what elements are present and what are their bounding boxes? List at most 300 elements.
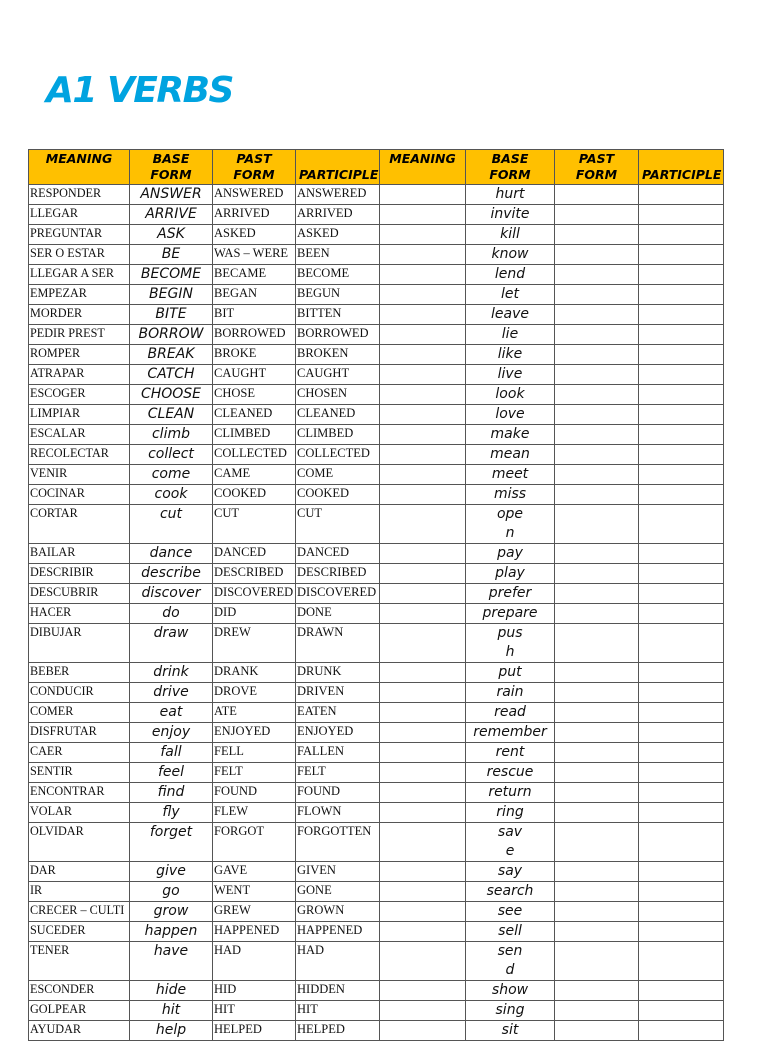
meaning-cell-right bbox=[380, 265, 466, 285]
participle-cell-right bbox=[639, 265, 724, 285]
base-form-text: kill bbox=[500, 226, 520, 242]
table-row bbox=[29, 544, 724, 564]
past-form-cell: ARRIVED bbox=[213, 205, 296, 225]
base-form-cell: hit bbox=[130, 1001, 213, 1021]
meaning-cell-right bbox=[380, 862, 466, 882]
base-form-text: let bbox=[501, 286, 519, 302]
participle-cell-right bbox=[639, 882, 724, 902]
participle-cell: DANCED bbox=[296, 544, 380, 564]
base-form-text: ope bbox=[496, 506, 524, 522]
participle-cell: CUT bbox=[296, 505, 380, 544]
meaning-cell-right bbox=[380, 604, 466, 624]
base-form-cell-right bbox=[466, 862, 555, 882]
base-form-text: sav bbox=[497, 824, 523, 840]
past-form-cell: CLIMBED bbox=[213, 425, 296, 445]
spanish-meaning-cell: VENIR bbox=[29, 465, 130, 485]
spanish-meaning-cell: LIMPIAR bbox=[29, 405, 130, 425]
participle-cell: ASKED bbox=[296, 225, 380, 245]
table-row bbox=[29, 245, 724, 265]
base-form-cell: cook bbox=[130, 485, 213, 505]
participle-cell: FLOWN bbox=[296, 803, 380, 823]
meaning-cell-right bbox=[380, 1001, 466, 1021]
past-form-cell-right bbox=[555, 743, 639, 763]
base-form-text: lie bbox=[501, 326, 519, 342]
base-form-text: love bbox=[495, 406, 525, 422]
base-form-text: put bbox=[498, 664, 522, 680]
base-form-text: make bbox=[490, 426, 530, 442]
participle-cell-right bbox=[639, 584, 724, 604]
spanish-meaning-cell: CORTAR bbox=[29, 505, 130, 544]
base-form-text: sell bbox=[498, 923, 522, 939]
past-form-cell: COLLECTED bbox=[213, 445, 296, 465]
past-form-cell-right bbox=[555, 564, 639, 584]
spanish-meaning-cell: MORDER bbox=[29, 305, 130, 325]
meaning-cell-right bbox=[380, 942, 466, 981]
spanish-meaning-cell: DESCRIBIR bbox=[29, 564, 130, 584]
participle-cell-right bbox=[639, 285, 724, 305]
base-form-cell: do bbox=[130, 604, 213, 624]
participle-cell-right bbox=[639, 225, 724, 245]
table-row bbox=[29, 922, 724, 942]
spanish-meaning-cell: SENTIR bbox=[29, 763, 130, 783]
participle-cell: FALLEN bbox=[296, 743, 380, 763]
base-form-cell: ARRIVE bbox=[130, 205, 213, 225]
table-row bbox=[29, 385, 724, 405]
participle-cell-right bbox=[639, 564, 724, 584]
participle-cell-right bbox=[639, 345, 724, 365]
participle-cell-right bbox=[639, 505, 724, 544]
participle-cell-right bbox=[639, 445, 724, 465]
past-form-cell: ASKED bbox=[213, 225, 296, 245]
base-form-cell-right bbox=[466, 205, 555, 225]
base-form-cell: forget bbox=[130, 823, 213, 862]
spanish-meaning-cell: GOLPEAR bbox=[29, 1001, 130, 1021]
base-form-cell: help bbox=[130, 1021, 213, 1041]
base-form-text: lend bbox=[494, 266, 526, 282]
base-form-text: pus bbox=[497, 625, 523, 641]
base-form-cell: ASK bbox=[130, 225, 213, 245]
base-form-cell-right bbox=[466, 345, 555, 365]
base-form-text: live bbox=[497, 366, 523, 382]
past-form-cell: BIT bbox=[213, 305, 296, 325]
participle-cell: GROWN bbox=[296, 902, 380, 922]
past-form-cell: BORROWED bbox=[213, 325, 296, 345]
table-row bbox=[29, 205, 724, 225]
meaning-cell-right bbox=[380, 205, 466, 225]
base-form-cell-right bbox=[466, 922, 555, 942]
meaning-cell-right bbox=[380, 325, 466, 345]
meaning-cell-right bbox=[380, 485, 466, 505]
base-form-text: play bbox=[495, 565, 525, 581]
base-form-cell-right bbox=[466, 882, 555, 902]
past-form-cell: DROVE bbox=[213, 683, 296, 703]
base-form-cell-right bbox=[466, 405, 555, 425]
base-form-cell: enjoy bbox=[130, 723, 213, 743]
participle-cell: EATEN bbox=[296, 703, 380, 723]
table-row bbox=[29, 405, 724, 425]
participle-cell: COLLECTED bbox=[296, 445, 380, 465]
spanish-meaning-cell: DISFRUTAR bbox=[29, 723, 130, 743]
base-form-cell: drive bbox=[130, 683, 213, 703]
base-form-cell-right bbox=[466, 285, 555, 305]
page-title: A1 VERBS bbox=[46, 70, 233, 111]
base-form-cell-right bbox=[466, 783, 555, 803]
past-form-cell: WAS – WERE bbox=[213, 245, 296, 265]
past-form-cell-right bbox=[555, 922, 639, 942]
base-form-text: sing bbox=[495, 1002, 525, 1018]
participle-cell-right bbox=[639, 1001, 724, 1021]
spanish-meaning-cell: CAER bbox=[29, 743, 130, 763]
participle-cell: GIVEN bbox=[296, 862, 380, 882]
meaning-cell-right bbox=[380, 465, 466, 485]
past-form-cell-right bbox=[555, 703, 639, 723]
participle-cell: BORROWED bbox=[296, 325, 380, 345]
past-form-cell-right bbox=[555, 683, 639, 703]
past-form-cell-right bbox=[555, 981, 639, 1001]
meaning-cell-right bbox=[380, 405, 466, 425]
meaning-cell-right bbox=[380, 703, 466, 723]
base-form-text: n bbox=[505, 525, 515, 541]
past-form-cell: HID bbox=[213, 981, 296, 1001]
past-form-cell-right bbox=[555, 803, 639, 823]
header-participle-right: PARTICIPLE bbox=[639, 150, 724, 185]
past-form-cell: DISCOVERED bbox=[213, 584, 296, 604]
participle-cell-right bbox=[639, 405, 724, 425]
participle-cell: COME bbox=[296, 465, 380, 485]
participle-cell-right bbox=[639, 604, 724, 624]
base-form-text: read bbox=[494, 704, 526, 720]
participle-cell-right bbox=[639, 365, 724, 385]
past-form-cell: BROKE bbox=[213, 345, 296, 365]
table-row bbox=[29, 505, 724, 544]
spanish-meaning-cell: EMPEZAR bbox=[29, 285, 130, 305]
base-form-cell-right bbox=[466, 305, 555, 325]
base-form-cell-right bbox=[466, 663, 555, 683]
spanish-meaning-cell: ENCONTRAR bbox=[29, 783, 130, 803]
participle-cell: CLEANED bbox=[296, 405, 380, 425]
past-form-cell-right bbox=[555, 345, 639, 365]
base-form-cell-right bbox=[466, 425, 555, 445]
base-form-cell-right bbox=[466, 981, 555, 1001]
past-form-cell-right bbox=[555, 544, 639, 564]
past-form-cell-right bbox=[555, 385, 639, 405]
spanish-meaning-cell: ESCOGER bbox=[29, 385, 130, 405]
base-form-text: like bbox=[497, 346, 523, 362]
base-form-cell-right bbox=[466, 544, 555, 564]
table-row bbox=[29, 663, 724, 683]
base-form-text: search bbox=[486, 883, 534, 899]
past-form-cell: FOUND bbox=[213, 783, 296, 803]
past-form-cell-right bbox=[555, 185, 639, 205]
participle-cell: BECOME bbox=[296, 265, 380, 285]
spanish-meaning-cell: DESCUBRIR bbox=[29, 584, 130, 604]
base-form-cell-right bbox=[466, 703, 555, 723]
table-row bbox=[29, 624, 724, 663]
meaning-cell-right bbox=[380, 445, 466, 465]
spanish-meaning-cell: VOLAR bbox=[29, 803, 130, 823]
past-form-cell: DREW bbox=[213, 624, 296, 663]
past-form-cell: CHOSE bbox=[213, 385, 296, 405]
participle-cell: FOUND bbox=[296, 783, 380, 803]
past-form-cell-right bbox=[555, 624, 639, 663]
participle-cell-right bbox=[639, 624, 724, 663]
table-row bbox=[29, 862, 724, 882]
past-form-cell-right bbox=[555, 265, 639, 285]
table-header-row bbox=[29, 150, 724, 185]
base-form-text: invite bbox=[490, 206, 530, 222]
participle-cell: DONE bbox=[296, 604, 380, 624]
verbs-table bbox=[28, 149, 724, 1041]
table-row bbox=[29, 365, 724, 385]
meaning-cell-right bbox=[380, 564, 466, 584]
base-form-cell: drink bbox=[130, 663, 213, 683]
past-form-cell-right bbox=[555, 425, 639, 445]
participle-cell: BEGUN bbox=[296, 285, 380, 305]
participle-cell-right bbox=[639, 942, 724, 981]
participle-cell-right bbox=[639, 325, 724, 345]
meaning-cell-right bbox=[380, 922, 466, 942]
past-form-cell-right bbox=[555, 942, 639, 981]
participle-cell: ARRIVED bbox=[296, 205, 380, 225]
base-form-cell-right bbox=[466, 485, 555, 505]
spanish-meaning-cell: ESCONDER bbox=[29, 981, 130, 1001]
base-form-cell: climb bbox=[130, 425, 213, 445]
table-row bbox=[29, 604, 724, 624]
meaning-cell-right bbox=[380, 245, 466, 265]
meaning-cell-right bbox=[380, 902, 466, 922]
participle-cell: DRAWN bbox=[296, 624, 380, 663]
past-form-cell: GREW bbox=[213, 902, 296, 922]
participle-cell-right bbox=[639, 185, 724, 205]
spanish-meaning-cell: LLEGAR bbox=[29, 205, 130, 225]
participle-cell-right bbox=[639, 425, 724, 445]
meaning-cell-right bbox=[380, 544, 466, 564]
base-form-cell-right bbox=[466, 325, 555, 345]
base-form-cell: BE bbox=[130, 245, 213, 265]
base-form-cell-right bbox=[466, 185, 555, 205]
participle-cell: COOKED bbox=[296, 485, 380, 505]
base-form-cell-right bbox=[466, 505, 555, 544]
past-form-cell: HAD bbox=[213, 942, 296, 981]
meaning-cell-right bbox=[380, 185, 466, 205]
table-row bbox=[29, 305, 724, 325]
base-form-cell: fall bbox=[130, 743, 213, 763]
base-form-cell: fly bbox=[130, 803, 213, 823]
participle-cell-right bbox=[639, 763, 724, 783]
base-form-cell: BITE bbox=[130, 305, 213, 325]
base-form-text: mean bbox=[490, 446, 530, 462]
meaning-cell-right bbox=[380, 345, 466, 365]
base-form-cell-right bbox=[466, 803, 555, 823]
spanish-meaning-cell: AYUDAR bbox=[29, 1021, 130, 1041]
participle-cell: HAD bbox=[296, 942, 380, 981]
spanish-meaning-cell: COMER bbox=[29, 703, 130, 723]
base-form-cell-right bbox=[466, 743, 555, 763]
past-form-cell: CAME bbox=[213, 465, 296, 485]
participle-cell: DRUNK bbox=[296, 663, 380, 683]
base-form-cell-right bbox=[466, 723, 555, 743]
base-form-cell-right bbox=[466, 902, 555, 922]
base-form-text: remember bbox=[473, 724, 547, 740]
meaning-cell-right bbox=[380, 365, 466, 385]
past-form-cell: CLEANED bbox=[213, 405, 296, 425]
participle-cell: HIDDEN bbox=[296, 981, 380, 1001]
participle-cell-right bbox=[639, 803, 724, 823]
past-form-cell-right bbox=[555, 445, 639, 465]
meaning-cell-right bbox=[380, 683, 466, 703]
base-form-cell: feel bbox=[130, 763, 213, 783]
participle-cell: CHOSEN bbox=[296, 385, 380, 405]
table-row bbox=[29, 803, 724, 823]
participle-cell-right bbox=[639, 981, 724, 1001]
header-past-form: PAST FORM bbox=[213, 150, 296, 185]
participle-cell: BITTEN bbox=[296, 305, 380, 325]
table-row bbox=[29, 185, 724, 205]
meaning-cell-right bbox=[380, 882, 466, 902]
participle-cell-right bbox=[639, 465, 724, 485]
spanish-meaning-cell: RESPONDER bbox=[29, 185, 130, 205]
participle-cell: CAUGHT bbox=[296, 365, 380, 385]
base-form-cell-right bbox=[466, 683, 555, 703]
past-form-cell-right bbox=[555, 1001, 639, 1021]
spanish-meaning-cell: PREGUNTAR bbox=[29, 225, 130, 245]
table-row bbox=[29, 485, 724, 505]
header-base-form-right: BASE FORM bbox=[466, 150, 555, 185]
participle-cell: CLIMBED bbox=[296, 425, 380, 445]
base-form-cell-right bbox=[466, 465, 555, 485]
base-form-cell: CHOOSE bbox=[130, 385, 213, 405]
spanish-meaning-cell: LLEGAR A SER bbox=[29, 265, 130, 285]
meaning-cell-right bbox=[380, 743, 466, 763]
spanish-meaning-cell: OLVIDAR bbox=[29, 823, 130, 862]
base-form-cell: eat bbox=[130, 703, 213, 723]
past-form-cell-right bbox=[555, 285, 639, 305]
table-row bbox=[29, 723, 724, 743]
past-form-cell: ENJOYED bbox=[213, 723, 296, 743]
table-row bbox=[29, 325, 724, 345]
participle-cell: FELT bbox=[296, 763, 380, 783]
meaning-cell-right bbox=[380, 803, 466, 823]
base-form-cell-right bbox=[466, 763, 555, 783]
spanish-meaning-cell: COCINAR bbox=[29, 485, 130, 505]
participle-cell-right bbox=[639, 663, 724, 683]
meaning-cell-right bbox=[380, 305, 466, 325]
spanish-meaning-cell: ATRAPAR bbox=[29, 365, 130, 385]
past-form-cell-right bbox=[555, 823, 639, 862]
base-form-cell-right bbox=[466, 385, 555, 405]
base-form-text: rain bbox=[496, 684, 524, 700]
base-form-cell: give bbox=[130, 862, 213, 882]
base-form-text: say bbox=[497, 863, 523, 879]
base-form-cell: dance bbox=[130, 544, 213, 564]
table-row bbox=[29, 1001, 724, 1021]
base-form-cell-right bbox=[466, 445, 555, 465]
base-form-cell: happen bbox=[130, 922, 213, 942]
participle-cell: BROKEN bbox=[296, 345, 380, 365]
base-form-cell-right bbox=[466, 365, 555, 385]
table-row bbox=[29, 783, 724, 803]
past-form-cell-right bbox=[555, 325, 639, 345]
base-form-text: see bbox=[497, 903, 523, 919]
table-row bbox=[29, 902, 724, 922]
participle-cell: ANSWERED bbox=[296, 185, 380, 205]
spanish-meaning-cell: DAR bbox=[29, 862, 130, 882]
base-form-cell: BREAK bbox=[130, 345, 213, 365]
participle-cell: HAPPENED bbox=[296, 922, 380, 942]
participle-cell: HELPED bbox=[296, 1021, 380, 1041]
base-form-text: miss bbox=[493, 486, 527, 502]
table-row bbox=[29, 225, 724, 245]
base-form-cell-right bbox=[466, 564, 555, 584]
table-row bbox=[29, 564, 724, 584]
participle-cell-right bbox=[639, 703, 724, 723]
base-form-text: h bbox=[505, 644, 515, 660]
base-form-cell-right bbox=[466, 604, 555, 624]
past-form-cell-right bbox=[555, 485, 639, 505]
base-form-text: meet bbox=[491, 466, 529, 482]
past-form-cell-right bbox=[555, 245, 639, 265]
base-form-cell: describe bbox=[130, 564, 213, 584]
spanish-meaning-cell: CONDUCIR bbox=[29, 683, 130, 703]
participle-cell-right bbox=[639, 245, 724, 265]
base-form-text: leave bbox=[491, 306, 529, 322]
participle-cell: ENJOYED bbox=[296, 723, 380, 743]
meaning-cell-right bbox=[380, 624, 466, 663]
participle-cell-right bbox=[639, 743, 724, 763]
past-form-cell-right bbox=[555, 604, 639, 624]
base-form-cell: BORROW bbox=[130, 325, 213, 345]
table-row bbox=[29, 465, 724, 485]
base-form-text: d bbox=[505, 962, 515, 978]
table-row bbox=[29, 345, 724, 365]
participle-cell-right bbox=[639, 385, 724, 405]
past-form-cell: HELPED bbox=[213, 1021, 296, 1041]
base-form-cell: cut bbox=[130, 505, 213, 544]
base-form-cell: ANSWER bbox=[130, 185, 213, 205]
meaning-cell-right bbox=[380, 981, 466, 1001]
table-row bbox=[29, 425, 724, 445]
base-form-cell-right bbox=[466, 942, 555, 981]
past-form-cell: CAUGHT bbox=[213, 365, 296, 385]
base-form-cell: BEGIN bbox=[130, 285, 213, 305]
base-form-text: rent bbox=[495, 744, 525, 760]
past-form-cell: DANCED bbox=[213, 544, 296, 564]
header-meaning-right: MEANING bbox=[380, 150, 466, 185]
past-form-cell-right bbox=[555, 862, 639, 882]
past-form-cell-right bbox=[555, 365, 639, 385]
table-row bbox=[29, 683, 724, 703]
table-row bbox=[29, 265, 724, 285]
base-form-cell-right bbox=[466, 1001, 555, 1021]
spanish-meaning-cell: TENER bbox=[29, 942, 130, 981]
past-form-cell-right bbox=[555, 763, 639, 783]
header-meaning: MEANING bbox=[29, 150, 130, 185]
base-form-cell: hide bbox=[130, 981, 213, 1001]
spanish-meaning-cell: IR bbox=[29, 882, 130, 902]
base-form-cell-right bbox=[466, 225, 555, 245]
meaning-cell-right bbox=[380, 763, 466, 783]
meaning-cell-right bbox=[380, 285, 466, 305]
base-form-text: return bbox=[488, 784, 532, 800]
header-past-form-right: PAST FORM bbox=[555, 150, 639, 185]
base-form-cell: CATCH bbox=[130, 365, 213, 385]
table-row bbox=[29, 743, 724, 763]
past-form-cell-right bbox=[555, 505, 639, 544]
past-form-cell-right bbox=[555, 465, 639, 485]
base-form-text: rescue bbox=[486, 764, 534, 780]
table-row bbox=[29, 445, 724, 465]
past-form-cell: FORGOT bbox=[213, 823, 296, 862]
